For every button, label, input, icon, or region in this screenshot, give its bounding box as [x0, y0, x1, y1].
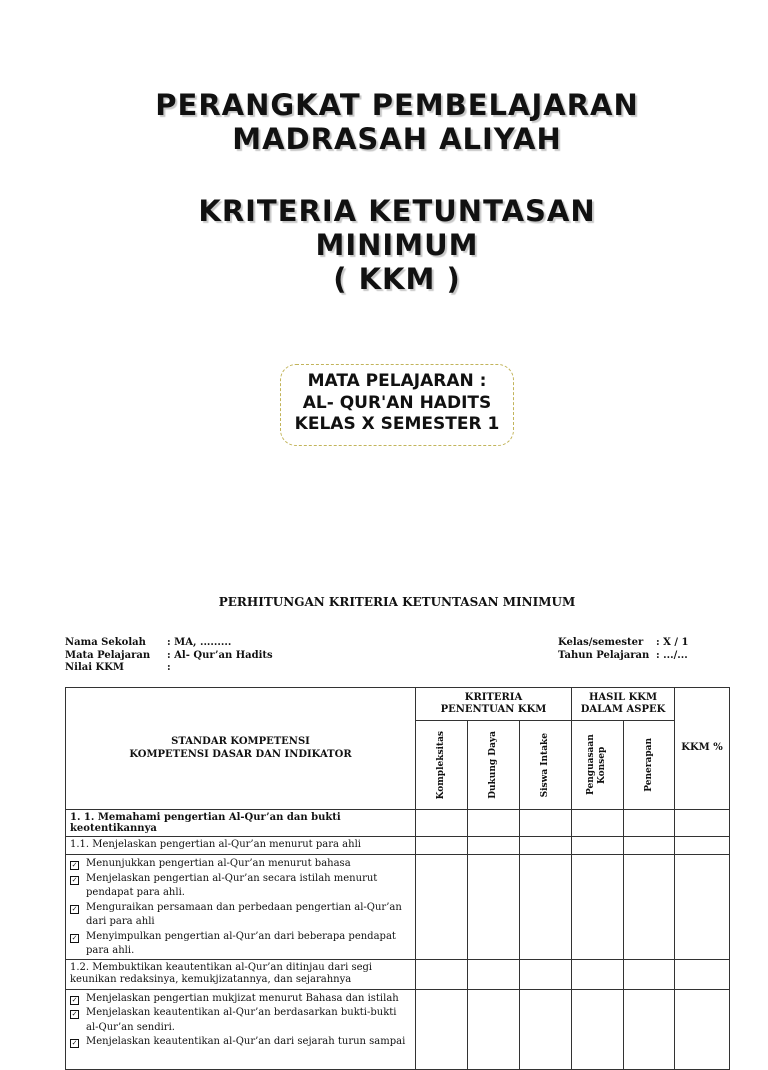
- empty-cell: [416, 855, 468, 960]
- empty-cell: [416, 989, 468, 1069]
- subject-line-1: MATA PELAJARAN :: [307, 371, 487, 391]
- header-line: PENENTUAN KKM: [440, 704, 547, 715]
- empty-cell: [520, 959, 572, 989]
- info-value: : .../...: [656, 649, 688, 661]
- checkbox-icon: ✓: [71, 933, 78, 942]
- empty-cell: [624, 989, 675, 1069]
- header-line: KRITERIA: [464, 691, 523, 703]
- standar-kompetensi-cell: 1. 1. Memahami pengertian Al-Qur’an dan bukti keotentikannya: [66, 810, 416, 837]
- empty-cell: [468, 959, 520, 989]
- table-row: [66, 959, 730, 989]
- info-row: [65, 662, 273, 675]
- info-value: :: [167, 662, 171, 673]
- empty-cell: [520, 855, 572, 960]
- document-heading: PERHITUNGAN KRITERIA KETUNTASAN MINIMUM: [218, 595, 576, 609]
- empty-cell: [572, 989, 624, 1069]
- kompleksitas-header: [416, 721, 468, 810]
- daya-dukung-header: [468, 721, 520, 810]
- table-row: [66, 810, 730, 837]
- table-header-row: [66, 688, 730, 721]
- title-line-2: MADRASAH ALIYAH: [232, 122, 562, 156]
- kompetensi-dasar-cell: 1.1. Menjelaskan pengertian al-Qur’an menurut para ahli: [66, 837, 416, 855]
- intake-siswa-header: [520, 721, 572, 810]
- subject-box: [280, 364, 514, 446]
- col-label: Penguasaan Konsep: [585, 734, 607, 796]
- list-item: [70, 872, 411, 901]
- kkm-percent-header: KKM %: [675, 688, 730, 810]
- empty-cell: [416, 837, 468, 855]
- empty-cell: [572, 855, 624, 960]
- empty-cell: [624, 837, 675, 855]
- info-label: Tahun Pelajaran: [558, 649, 650, 661]
- info-label: Kelas/semester: [558, 637, 644, 648]
- empty-cell: [675, 810, 730, 837]
- indikator-text: Menjelaskan pengertian mukjizat menurut Bahasa dan istilah: [86, 992, 399, 1004]
- info-right: [558, 637, 689, 662]
- header-line: STANDAR KOMPETENSI: [171, 736, 310, 747]
- table-row: [66, 855, 730, 960]
- list-item: [70, 1006, 411, 1035]
- standar-kompetensi-header: [66, 688, 416, 810]
- col-label: Dukung Daya: [488, 731, 498, 799]
- hasil-kkm-header: [572, 688, 675, 721]
- col-label: Siswa Intake: [540, 732, 550, 798]
- subject-line-2: AL- QUR'AN HADITS: [302, 392, 492, 413]
- info-value: : MA, .........: [167, 637, 232, 648]
- subtitle-block: [0, 194, 768, 296]
- empty-cell: [468, 810, 520, 837]
- checkbox-icon: ✓: [71, 904, 78, 913]
- list-item: [70, 857, 411, 872]
- checkbox-icon: ✓: [71, 875, 78, 884]
- empty-cell: [520, 989, 572, 1069]
- indikator-cell: [66, 855, 416, 960]
- kompetensi-dasar-cell: 1.2. Membuktikan keautentikan al-Qur’an ditinjau dari segi keunikan redaksinya, kemukjizatannya, dan sejarahnya: [66, 959, 416, 989]
- empty-cell: [624, 855, 675, 960]
- info-left: [65, 637, 273, 675]
- kkm-table: [65, 687, 730, 1070]
- checkbox-icon: ✓: [71, 861, 78, 869]
- empty-cell: [572, 837, 624, 855]
- info-value: : X / 1: [656, 637, 689, 648]
- empty-cell: [624, 959, 675, 989]
- list-item: [70, 901, 411, 930]
- empty-cell: [468, 989, 520, 1069]
- indikator-text: Menjelaskan pengertian al-Qur’an secara istilah menurut pendapat para ahli.: [86, 872, 378, 898]
- indikator-cell: [66, 989, 416, 1069]
- subtitle-line-2: MINIMUM: [315, 228, 479, 262]
- list-item: [70, 992, 411, 1007]
- empty-cell: [520, 837, 572, 855]
- subtitle-line-3: ( KKM ): [333, 262, 461, 296]
- header-line: HASIL KKM: [588, 691, 658, 703]
- checkbox-icon: ✓: [71, 1039, 78, 1047]
- header-line: KOMPETENSI DASAR DAN INDIKATOR: [129, 748, 352, 760]
- empty-cell: [675, 837, 730, 855]
- indikator-text: Menguraikan persamaan dan perbedaan pengertian al-Qur’an dari para ahli: [86, 901, 402, 927]
- indikator-list: [66, 855, 415, 959]
- empty-cell: [675, 855, 730, 960]
- subtitle-line-1: KRITERIA KETUNTASAN: [198, 194, 596, 228]
- header-line: DALAM ASPEK: [580, 704, 666, 715]
- empty-cell: [468, 855, 520, 960]
- checkbox-icon: ✓: [71, 995, 78, 1004]
- indikator-text: Menjelaskan keautentikan al-Qur’an dari sejarah turun sampai: [86, 1036, 406, 1047]
- info-row: [558, 637, 689, 650]
- table-row: [66, 989, 730, 1069]
- info-label: Mata Pelajaran: [65, 649, 151, 661]
- info-row: [65, 650, 273, 663]
- list-item: [70, 930, 411, 959]
- indikator-text: Menyimpulkan pengertian al-Qur’an dari beberapa pendapat para ahli.: [86, 930, 396, 956]
- info-value: : Al- Qur’an Hadits: [167, 649, 273, 661]
- empty-cell: [468, 837, 520, 855]
- empty-cell: [416, 810, 468, 837]
- title-block: [0, 88, 768, 156]
- indikator-text: Menjelaskan keautentikan al-Qur’an berdasarkan bukti-bukti al-Qur’an sendiri.: [86, 1007, 397, 1033]
- empty-cell: [520, 810, 572, 837]
- info-row: [558, 650, 689, 663]
- empty-cell: [572, 810, 624, 837]
- penerapan-header: [624, 721, 675, 810]
- table-row: [66, 837, 730, 855]
- title-line-1: PERANGKAT PEMBELAJARAN: [155, 88, 639, 122]
- col-label: Penerapan: [643, 738, 654, 792]
- col-label: Kompleksitas: [436, 730, 446, 800]
- empty-cell: [572, 959, 624, 989]
- list-item: [70, 1035, 411, 1050]
- info-label: Nilai KKM: [65, 662, 124, 673]
- subject-line-3: KELAS X SEMESTER 1: [294, 414, 500, 434]
- kriteria-header: [416, 688, 572, 721]
- checkbox-icon: ✓: [71, 1010, 78, 1018]
- indikator-text: Menunjukkan pengertian al-Qur’an menurut bahasa: [86, 858, 351, 869]
- indikator-list: [66, 990, 415, 1050]
- info-label: Nama Sekolah: [65, 637, 146, 648]
- empty-cell: [675, 959, 730, 989]
- empty-cell: [624, 810, 675, 837]
- empty-cell: [675, 989, 730, 1069]
- info-row: [65, 637, 273, 650]
- penguasaan-konsep-header: [572, 721, 624, 810]
- empty-cell: [416, 959, 468, 989]
